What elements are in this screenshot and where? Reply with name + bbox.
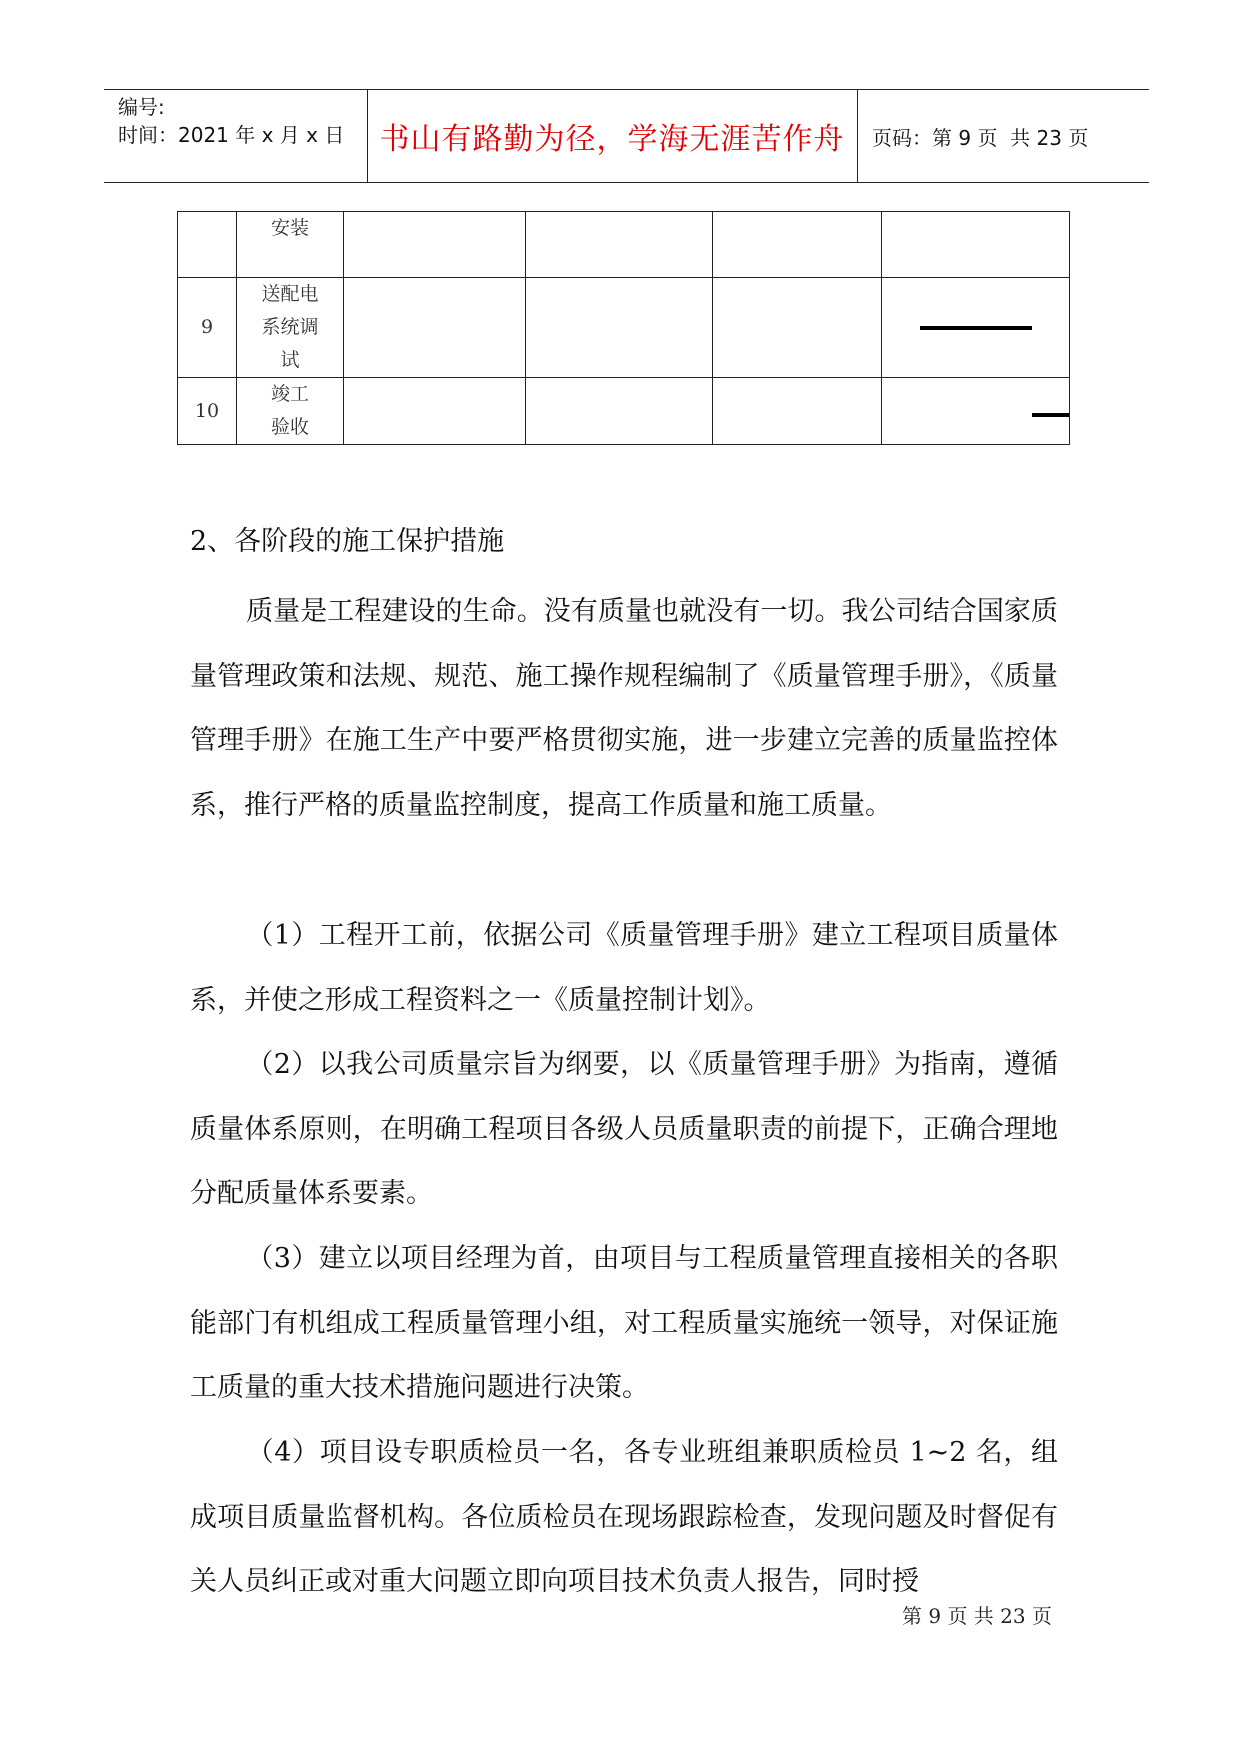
schedule-cell xyxy=(713,278,882,378)
gantt-bar xyxy=(1032,413,1069,417)
gantt-bar xyxy=(920,326,1032,330)
schedule-cell xyxy=(882,378,1070,445)
schedule-cell xyxy=(344,212,526,278)
schedule-cell xyxy=(882,278,1070,378)
header-number-label: 编号: xyxy=(118,95,165,119)
row-number-cell: 10 xyxy=(178,378,237,445)
header-divider-right xyxy=(857,89,858,183)
header-page-info: 页码：第 9 页 共 23 页 xyxy=(872,126,1089,150)
paragraph-text: （1）工程开工前，依据公司《质量管理手册》建立工程项目质量体系，并使之形成工程资料之一《质量控制计划》。 xyxy=(190,920,1058,1016)
header-time-label: 时间：2021 年 x 月 x 日 xyxy=(118,123,345,147)
schedule-cell xyxy=(713,378,882,445)
paragraph xyxy=(190,580,1058,838)
schedule-cell xyxy=(526,212,713,278)
paragraph-text: （2）以我公司质量宗旨为纲要，以《质量管理手册》为指南，遵循质量体系原则，在明确工程项目各级人员质量职责的前提下，正确合理地分配质量体系要素。 xyxy=(190,1049,1058,1209)
header-motto: 书山有路勤为径，学海无涯苦作舟 xyxy=(379,122,845,157)
page-footer: 第 9 页 共 23 页 xyxy=(902,1604,1052,1628)
task-name-cell xyxy=(237,378,344,445)
task-name: 竣工验收 xyxy=(270,383,309,438)
paragraph-text: （4）项目设专职质检员一名，各专业班组兼职质检员 1~2 名，组成项目质量监督机构。各位质检员在现场跟踪检查，发现问题及时督促有关人员纠正或对重大问题立即向项目技术负责人报告，同时授 xyxy=(190,1437,1058,1597)
schedule-cell xyxy=(344,378,526,445)
header-meta xyxy=(118,93,344,149)
table-row xyxy=(178,378,1070,445)
task-name-cell xyxy=(237,212,344,278)
task-name: 送配电系统调试 xyxy=(261,283,319,371)
schedule-cell xyxy=(344,278,526,378)
schedule-cell xyxy=(526,278,713,378)
paragraph xyxy=(190,1033,1058,1227)
row-number-cell xyxy=(178,212,237,278)
table-row xyxy=(178,278,1070,378)
row-number-cell: 9 xyxy=(178,278,237,378)
schedule-table xyxy=(177,211,1070,445)
task-name: 安装 xyxy=(270,217,309,239)
paragraph xyxy=(190,904,1058,1033)
table-row xyxy=(178,212,1070,278)
schedule-cell xyxy=(526,378,713,445)
paragraph-text: 质量是工程建设的生命。没有质量也就没有一切。我公司结合国家质量管理政策和法规、规范、施工操作规程编制了《质量管理手册》，《质量管理手册》在施工生产中要严格贯彻实施，进一步建立完善的质量监控体系，推行严格的质量监控制度，提高工作质量和施工质量。 xyxy=(190,596,1058,821)
schedule-cell xyxy=(713,212,882,278)
section-title: 2、各阶段的施工保护措施 xyxy=(190,526,505,557)
task-name-cell xyxy=(237,278,344,378)
paragraph xyxy=(190,1227,1058,1421)
schedule-cell xyxy=(882,212,1070,278)
paragraph-text: （3）建立以项目经理为首，由项目与工程质量管理直接相关的各职能部门有机组成工程质量管理小组，对工程质量实施统一领导，对保证施工质量的重大技术措施问题进行决策。 xyxy=(190,1243,1058,1403)
paragraph xyxy=(190,1421,1058,1615)
